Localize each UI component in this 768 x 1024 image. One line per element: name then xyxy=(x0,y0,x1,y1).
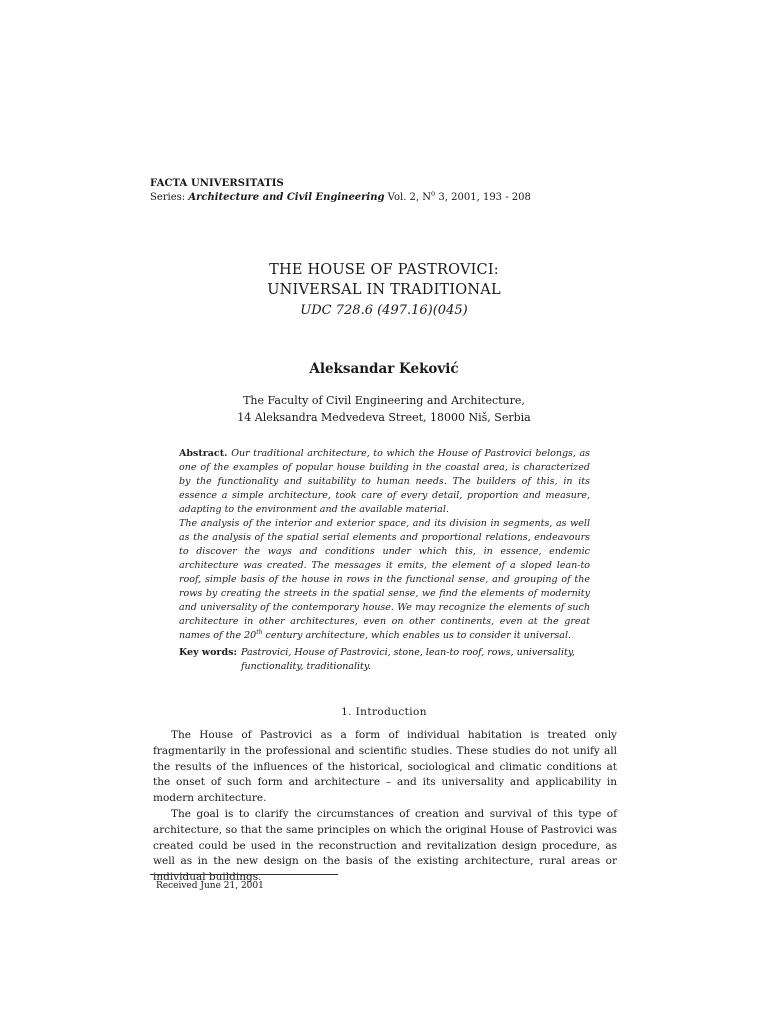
affiliation-line-1: The Faculty of Civil Engineering and Architecture, xyxy=(243,394,525,407)
keywords-label-separator: : xyxy=(233,647,237,658)
body-paragraph-1: The House of Pastrovici as a form of individual habitation is treated only fragmentarily in the professional and scientific studies. These studies do not unify all the results of the influences of the historical, sociological and climatic conditions at the onset of such form and architecture – and its universality and applicability in modern architecture. xyxy=(153,729,617,805)
abstract-label-separator: . xyxy=(224,448,232,459)
section-heading: 1. Introduction xyxy=(341,706,427,718)
paper-title xyxy=(0,260,768,300)
volume-issue-pages: 3, 2001, 193 - 208 xyxy=(435,192,531,203)
abstract-paragraph-1 xyxy=(179,447,590,517)
keywords-text: Pastrovici, House of Pastrovici, stone, lean-to roof, rows, universality, functionality, traditionality. xyxy=(241,647,575,672)
author-name: Aleksandar Keković xyxy=(309,361,459,377)
abstract-text-2a: The analysis of the interior and exterior space, and its division in segments, as well as the analysis of the spatial serial elements and proportional relations, endeavours to discover the ways and conditions under which this, in essence, endemic architecture was created. The messages it emits, the element of a sloped lean-to roof, simple basis of the house in rows in the functional sense, and grouping of the rows by creating the streets in the spatial sense, we find the elements of modernity and universality of the contemporary house. We may recognize the elements of such architecture in other architectures, even on other continents, even at the great names of the 20 xyxy=(179,518,590,641)
abstract xyxy=(179,447,590,643)
keywords-label-text: Key words xyxy=(179,647,234,658)
udc-code: UDC 728.6 (497.16)(045) xyxy=(300,303,468,318)
body-paragraph-2: The goal is to clarify the circumstances of creation and survival of this type of architecture, so that the same principles on which the original House of Pastrovici was created could be used in the reconstruction and revitalization design procedure, as well as in the new design on the basis of the existing architecture, rural areas or individual buildings. xyxy=(153,807,617,884)
abstract-text-1: Our traditional architecture, to which the House of Pastrovici belongs, as one of the examples of popular house building in the coastal area, is characterized by the functionality and suitability to human needs. The builders of this, in its essence a simple architecture, took care of every detail, proportion and measure, adapting to the environment and the available material. xyxy=(179,448,590,515)
volume-info: Vol. 2, N xyxy=(384,192,432,203)
body-text xyxy=(153,728,617,886)
abstract-label: Abstract xyxy=(179,448,225,459)
journal-name: FACTA UNIVERSITATIS xyxy=(150,178,284,189)
keywords-label xyxy=(179,646,237,660)
abstract-text-2b: century architecture, which enables us to consider it universal. xyxy=(262,630,572,641)
series-line xyxy=(150,189,531,203)
paper-title-line-1: THE HOUSE OF PASTROVICI: xyxy=(269,262,499,278)
footnote-rule xyxy=(150,874,338,875)
abstract-paragraph-2 xyxy=(179,517,590,643)
paper-title-line-2: UNIVERSAL IN TRADITIONAL xyxy=(267,282,501,298)
series-prefix: Series: xyxy=(150,192,189,203)
volume-number-sign: o xyxy=(431,189,436,198)
abstract-ordinal-suffix: th xyxy=(256,628,263,636)
series-name: Architecture and Civil Engineering xyxy=(188,192,385,203)
author-affiliation xyxy=(0,392,768,426)
affiliation-line-2: 14 Aleksandra Medvedeva Street, 18000 Niš, Serbia xyxy=(237,411,531,424)
footnote-received-date: Received June 21, 2001 xyxy=(156,881,264,891)
